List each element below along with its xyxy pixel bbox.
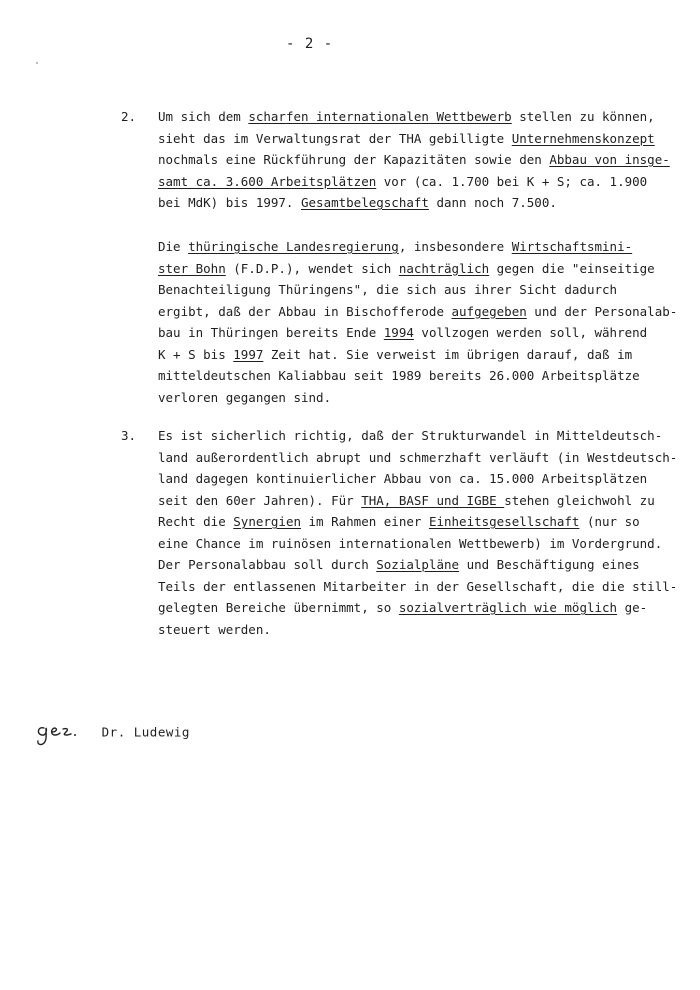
text-segment: Recht die [158,514,234,529]
text-segment: Der Personalabbau soll durch [158,557,377,572]
text-line [158,301,678,323]
underlined-phrase: Gesamtbelegschaft [301,195,429,210]
text-segment: stehen gleichwohl zu [504,492,655,508]
item-number: 2. [121,109,137,124]
text-segment: Es ist sicherlich richtig, daß der Strukturwandel in Mitteldeutsch- [158,428,663,443]
underlined-phrase: Sozialpläne [376,557,460,572]
underlined-phrase: thüringische Landesregierung [188,239,399,254]
underlined-phrase: Unternehmenskonzept [511,130,655,146]
underlined-phrase: sozialverträglich wie möglich [398,600,618,615]
underlined-phrase: scharfen internationalen Wettbewerb [248,109,512,124]
text-line [158,619,658,641]
underlined-phrase: Synergien [233,514,301,529]
text-segment: Um sich dem [158,109,249,124]
paragraph [158,236,678,408]
text-line [158,511,658,533]
text-line [158,322,658,344]
text-segment: vor (ca. 1.700 bei K + S; ca. 1.900 [376,173,648,189]
underlined-phrase: nachträglich [398,260,490,276]
underlined-phrase: THA, BASF und IGBE [361,492,505,508]
text-segment: Zeit hat. Sie verweist im übrigen darauf, daß im [263,346,633,362]
text-line [158,533,663,555]
underlined-phrase: ster Bohn [158,260,226,276]
text-segment: und Beschäftigung eines [459,557,640,572]
text-segment: Teils der entlassenen Mitarbeiter in der Gesellschaft, die die still- [158,578,678,594]
text-line [158,554,658,576]
text-segment: mitteldeutschen Kaliabbau seit 1989 bereits 26.000 Arbeitsplätze [158,368,640,383]
text-line [158,344,658,366]
text-line [158,425,663,447]
text-segment: seit den 60er Jahren). Für [158,492,362,508]
text-segment: im Rahmen einer [301,514,429,529]
text-segment: K + S bis [158,346,234,362]
underlined-phrase: Einheitsgesellschaft [428,514,580,529]
text-line [158,576,678,598]
text-segment: nochmals eine Rückführung der Kapazitäten sowie den [158,152,550,167]
text-segment: ge- [617,600,648,615]
text-segment: verloren gegangen sind. [158,389,332,405]
handwritten-gez-signature [34,718,92,746]
text-line [158,597,658,619]
scan-speck [36,62,38,64]
paragraph [158,425,678,640]
text-segment: (F.D.P.), wendet sich [225,260,399,276]
text-line [158,447,678,469]
underlined-phrase: Abbau von insge- [549,152,670,167]
paragraph [158,106,670,214]
underlined-phrase: 1994 [383,325,414,340]
underlined-phrase: 1997 [233,346,264,362]
text-segment: steuert werden. [158,621,271,637]
text-segment: und der Personalab- [526,303,678,319]
text-segment: Die [158,239,189,254]
text-line [158,192,658,214]
page-number: - 2 - [286,36,334,52]
text-segment: land dagegen kontinuierlicher Abbau von ca. 15.000 Arbeitsplätzen [158,471,648,486]
underlined-phrase: Wirtschaftsmini- [511,239,633,254]
text-segment: (nur so [579,514,640,529]
signature-block [34,718,190,748]
text-segment: vollzogen werden soll, während [413,325,648,340]
text-segment: gelegten Bereiche übernimmt, so [158,600,399,615]
text-segment: land außerordentlich abrupt und schmerzhaft verläuft (in Westdeutsch- [158,449,678,465]
text-segment: , insbesondere [398,239,512,254]
text-line [158,279,658,301]
text-segment: bei MdK) bis 1997. [158,195,301,210]
text-segment: stellen zu können, [511,109,655,124]
text-line [158,106,658,128]
underlined-phrase: aufgegeben [451,303,527,319]
text-segment: bau in Thüringen bereits Ende [158,325,384,340]
text-line [158,236,658,258]
text-segment: eine Chance im ruinösen internationalen Wettbewerb) im Vordergrund. [158,535,663,551]
underlined-phrase: samt ca. 3.600 Arbeitsplätzen [158,173,377,189]
text-segment: Benachteiligung Thüringens", die sich aus ihrer Sicht dadurch [158,282,618,297]
signatory-name: Dr. Ludewig [101,724,190,740]
text-line [158,258,658,280]
text-line [158,171,658,193]
text-segment: sieht das im Verwaltungsrat der THA gebilligte [158,130,512,146]
text-line [158,128,658,150]
text-segment: ergibt, daß der Abbau in Bischofferode [158,303,452,319]
text-line [158,149,670,171]
text-line [158,365,658,387]
text-line [158,468,658,490]
item-number: 3. [121,428,137,443]
text-line [158,490,658,512]
text-line [158,387,658,409]
text-segment: dann noch 7.500. [428,195,557,210]
text-segment: gegen die "einseitige [489,260,655,276]
